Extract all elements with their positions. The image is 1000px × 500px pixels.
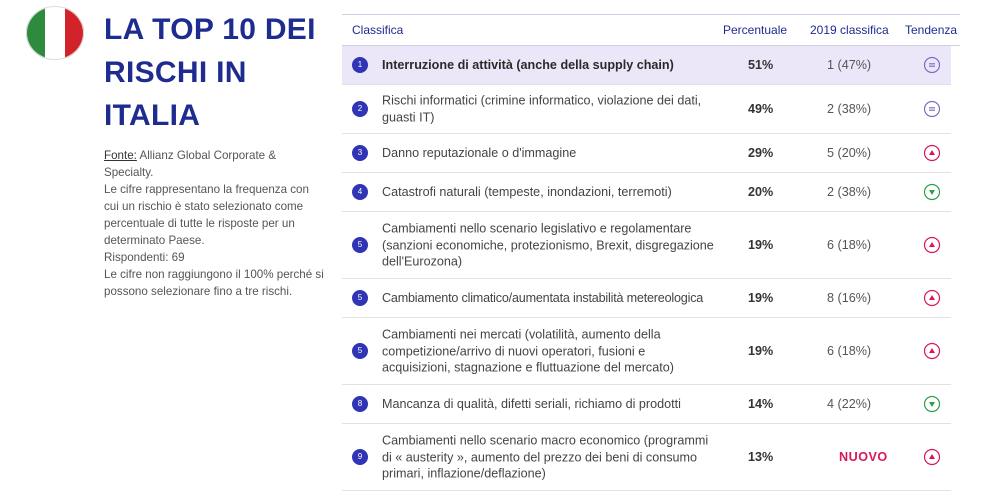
source-label: Fonte:	[104, 149, 137, 162]
trend-up-icon	[923, 144, 941, 162]
trend-same-icon	[923, 56, 941, 74]
trend-down-icon	[923, 395, 941, 413]
rank-badge: 9	[352, 449, 368, 465]
rank-2019-new-label: NUOVO	[839, 450, 888, 464]
column-header-classifica: Classifica	[352, 23, 404, 37]
source-description: Le cifre rappresentano la frequenza con cui un rischio è stato selezionato come percentuale di tutte le risposte per un determinato Paese.	[104, 183, 309, 247]
respondents-count: Rispondenti: 69	[104, 251, 185, 264]
rank-badge: 5	[352, 237, 368, 253]
column-header-2019-classifica: 2019 classifica	[810, 23, 889, 37]
risk-description: Mancanza di qualità, difetti seriali, richiamo di prodotti	[382, 396, 681, 411]
flag-border	[26, 6, 84, 60]
table-row	[342, 134, 951, 173]
risk-ranking-table	[342, 14, 960, 491]
table-row	[342, 279, 951, 318]
table-row	[342, 424, 951, 491]
rank-badge: 5	[352, 290, 368, 306]
trend-up-icon	[923, 448, 941, 466]
risk-description: Cambiamento climatico/aumentata instabilità metereologica	[382, 290, 704, 305]
table-header	[342, 14, 960, 46]
table-row	[342, 318, 951, 385]
rank-badge: 3	[352, 145, 368, 161]
rank-badge: 5	[352, 343, 368, 359]
table-row	[342, 385, 951, 424]
risk-description: Interruzione di attività (anche della supply chain)	[382, 57, 674, 72]
rank-2019: 4 (22%)	[827, 397, 872, 411]
rank-badge: 2	[352, 101, 368, 117]
source-note	[104, 147, 324, 300]
risk-percent: 13%	[748, 450, 774, 464]
risk-description: Rischi informatici (crimine informatico, violazione dei dati, guasti IT)	[382, 93, 702, 124]
risk-percent: 49%	[748, 102, 774, 116]
risk-percent: 51%	[748, 58, 774, 72]
trend-same-icon	[923, 100, 941, 118]
percent-note: Le cifre non raggiungono il 100% perché si possono selezionare fino a tre rischi.	[104, 268, 324, 298]
page-title: LA TOP 10 DEI RISCHI IN ITALIA	[104, 13, 316, 132]
risk-description: Cambiamenti nello scenario macro economico (programmi di « austerity », aumento del prezzo dei beni di consumo primari, inflazione/deflazione)	[382, 433, 709, 481]
risk-percent: 29%	[748, 146, 774, 160]
trend-up-icon	[923, 236, 941, 254]
source-line	[104, 147, 324, 181]
column-header-percentuale: Percentuale	[723, 23, 788, 37]
trend-down-icon	[923, 183, 941, 201]
trend-up-icon	[923, 289, 941, 307]
table-row	[342, 212, 951, 279]
rank-2019: 1 (47%)	[827, 58, 872, 72]
table-row	[342, 173, 951, 212]
rank-2019: 8 (16%)	[827, 291, 872, 305]
rank-2019: 2 (38%)	[827, 185, 872, 199]
risk-percent: 19%	[748, 238, 774, 252]
risk-description: Cambiamenti nello scenario legislativo e regolamentare (sanzioni economiche, protezionismo, Brexit, disgregazione dell'Eurozona)	[382, 221, 714, 269]
risk-percent: 19%	[748, 291, 774, 305]
risk-percent: 14%	[748, 397, 774, 411]
table-row	[342, 85, 951, 134]
risk-description: Danno reputazionale o d'immagine	[382, 145, 577, 160]
trend-up-icon	[923, 342, 941, 360]
rank-2019: 6 (18%)	[827, 238, 872, 252]
rank-badge: 8	[352, 396, 368, 412]
rank-2019: 5 (20%)	[827, 146, 872, 160]
risk-percent: 20%	[748, 185, 774, 199]
column-header-tendenza: Tendenza	[905, 23, 958, 37]
risk-percent: 19%	[748, 344, 774, 358]
table-row	[342, 46, 951, 85]
source-name: Allianz Global Corporate & Specialty.	[104, 149, 277, 179]
rank-badge: 4	[352, 184, 368, 200]
rank-2019: 6 (18%)	[827, 344, 872, 358]
rank-badge: 1	[352, 57, 368, 73]
risk-description: Cambiamenti nei mercati (volatilità, aumento della competizione/arrivo di nuovi operatori, fusioni e acquisizioni, stagnazione e fluttuazione del mercato)	[382, 327, 674, 375]
risk-description: Catastrofi naturali (tempeste, inondazioni, terremoti)	[382, 184, 672, 199]
rank-2019: 2 (38%)	[827, 102, 872, 116]
